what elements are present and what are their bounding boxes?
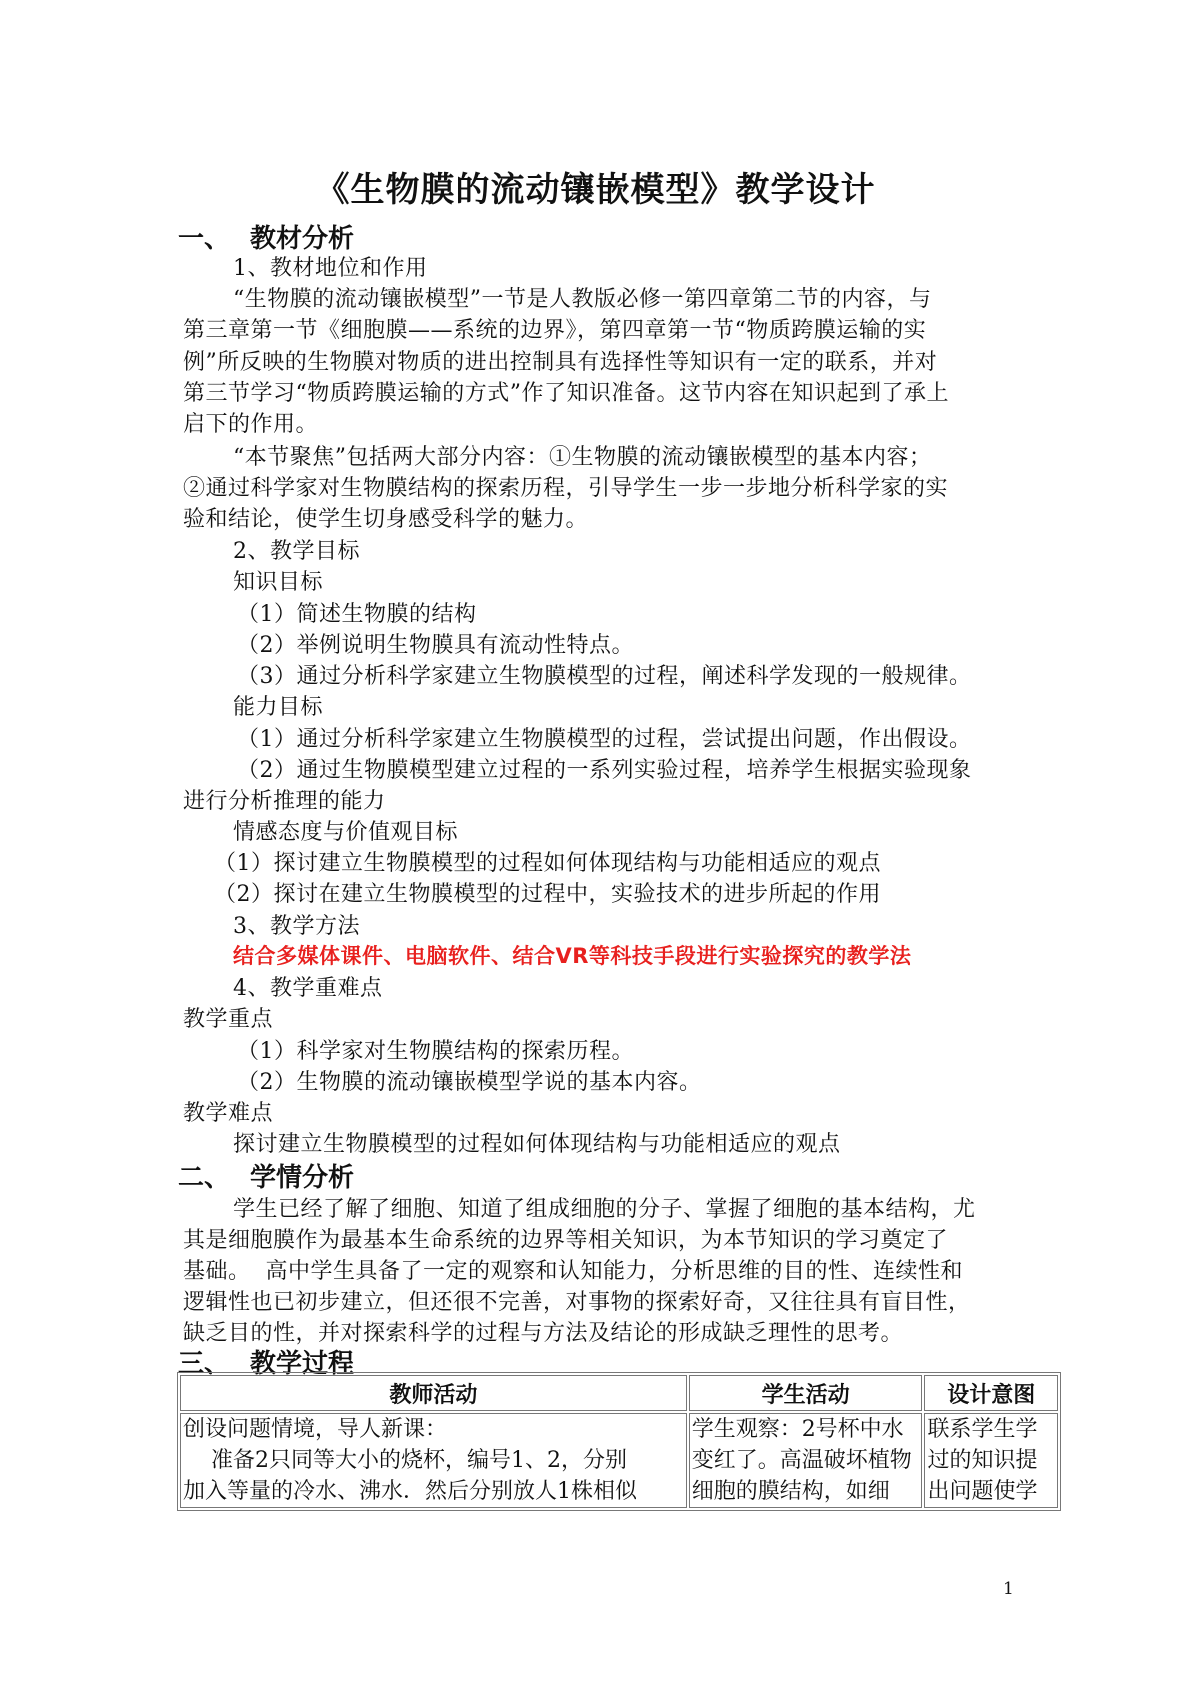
paragraph-line: 第三节学习“物质跨膜运输的方式”作了知识准备。这节内容在知识起到了承上 xyxy=(183,381,949,406)
column-header-teacher: 教师活动 xyxy=(180,1375,687,1411)
focus-heading: 教学重点 xyxy=(183,1007,274,1032)
subsection-heading: 3、教学方法 xyxy=(233,914,360,939)
goal-heading: 知识目标 xyxy=(233,570,324,595)
cell-line: 细胞的膜结构，如细 xyxy=(691,1479,890,1504)
teacher-activity-cell xyxy=(180,1413,687,1508)
cell-line: 变红了。高温破坏植物 xyxy=(691,1448,912,1473)
table-row xyxy=(180,1413,1058,1508)
focus-item: （2）生物膜的流动镶嵌模型学说的基本内容。 xyxy=(237,1070,702,1095)
subsection-heading: 4、教学重难点 xyxy=(233,976,383,1001)
goal-item: 进行分析推理的能力 xyxy=(183,789,386,814)
goal-item: （1）探讨建立生物膜模型的过程如何体现结构与功能相适应的观点 xyxy=(214,851,881,876)
paragraph-line: 基础。 高中学生具备了一定的观察和认知能力，分析思维的目的性、连续性和 xyxy=(183,1259,963,1284)
paragraph-line: 其是细胞膜作为最基本生命系统的边界等相关知识，为本节知识的学习奠定了 xyxy=(183,1228,949,1253)
cell-line: 加入等量的冷水、沸水．然后分别放人1株相似 xyxy=(183,1479,637,1504)
paragraph-line: 学生已经了解了细胞、知道了组成细胞的分子、掌握了细胞的基本结构，尤 xyxy=(233,1197,976,1222)
goal-heading: 情感态度与价值观目标 xyxy=(233,820,459,845)
goal-item: （2）通过生物膜模型建立过程的一系列实验过程，培养学生根据实验现象 xyxy=(237,758,972,783)
goal-item: （1）通过分析科学家建立生物膜模型的过程，尝试提出问题，作出假设。 xyxy=(237,727,972,752)
section-title: 学情分析 xyxy=(250,1163,355,1193)
table-header-row xyxy=(180,1375,1058,1411)
paragraph-line: ②通过科学家对生物膜结构的探索历程，引导学生一步一步地分析科学家的实 xyxy=(183,476,949,501)
goal-heading: 能力目标 xyxy=(233,695,324,720)
section-number: 一、 xyxy=(178,224,231,254)
student-activity-cell xyxy=(689,1413,923,1508)
difficulty-item: 探讨建立生物膜模型的过程如何体现结构与功能相适应的观点 xyxy=(233,1132,841,1157)
goal-item: （3）通过分析科学家建立生物膜模型的过程，阐述科学发现的一般规律。 xyxy=(237,664,972,689)
section-number: 三、 xyxy=(178,1349,231,1379)
cell-line: 创设问题情境，导人新课： xyxy=(183,1417,448,1442)
cell-line: 准备2只同等大小的烧杯，编号1、2，分别 xyxy=(183,1448,627,1473)
page-number: 1 xyxy=(1003,1579,1014,1599)
subsection-heading: 1、教材地位和作用 xyxy=(233,256,428,281)
column-header-student: 学生活动 xyxy=(689,1375,923,1411)
section-title: 教材分析 xyxy=(250,224,355,254)
column-header-intent: 设计意图 xyxy=(924,1375,1058,1411)
subsection-heading: 2、教学目标 xyxy=(233,539,360,564)
teaching-process-table xyxy=(177,1372,1061,1511)
paragraph-line: 验和结论，使学生切身感受科学的魅力。 xyxy=(183,507,589,532)
section-heading-2 xyxy=(178,1157,354,1194)
focus-item: （1）科学家对生物膜结构的探索历程。 xyxy=(237,1039,634,1064)
difficulty-heading: 教学难点 xyxy=(183,1101,274,1126)
paragraph-line: 第三章第一节《细胞膜——系统的边界》，第四章第一节“物质跨膜运输的实 xyxy=(183,318,927,343)
cell-line: 过的知识提 xyxy=(927,1448,1038,1473)
section-number: 二、 xyxy=(178,1163,231,1193)
paragraph-line: 缺乏目的性，并对探索科学的过程与方法及结论的形成缺乏理性的思考。 xyxy=(183,1321,904,1346)
cell-line: 联系学生学 xyxy=(927,1417,1038,1442)
paragraph-line: 逻辑性也已初步建立，但还很不完善，对事物的探索好奇，又往往具有盲目性， xyxy=(183,1290,971,1315)
paragraph-line: 启下的作用。 xyxy=(183,412,319,437)
page-title: 《生物膜的流动镶嵌模型》教学设计 xyxy=(315,170,876,210)
cell-line: 学生观察：2号杯中水 xyxy=(691,1417,904,1442)
section-heading-1 xyxy=(178,218,354,255)
paragraph-line: “本节聚焦”包括两大部分内容：①生物膜的流动镶嵌模型的基本内容； xyxy=(233,445,932,470)
design-intent-cell xyxy=(924,1413,1058,1508)
teaching-method: 结合多媒体课件、电脑软件、结合VR等科技手段进行实验探究的教学法 xyxy=(233,944,912,968)
goal-item: （2）举例说明生物膜具有流动性特点。 xyxy=(237,633,634,658)
paragraph-line: 例”所反映的生物膜对物质的进出控制具有选择性等知识有一定的联系，并对 xyxy=(183,350,938,375)
paragraph-line: “生物膜的流动镶嵌模型”一节是人教版必修一第四章第二节的内容，与 xyxy=(233,287,932,312)
section-title: 教学过程 xyxy=(250,1349,355,1379)
goal-item: （1）简述生物膜的结构 xyxy=(237,602,477,627)
cell-line: 出问题使学 xyxy=(927,1479,1038,1504)
goal-item: （2）探讨在建立生物膜模型的过程中，实验技术的进步所起的作用 xyxy=(214,882,881,907)
